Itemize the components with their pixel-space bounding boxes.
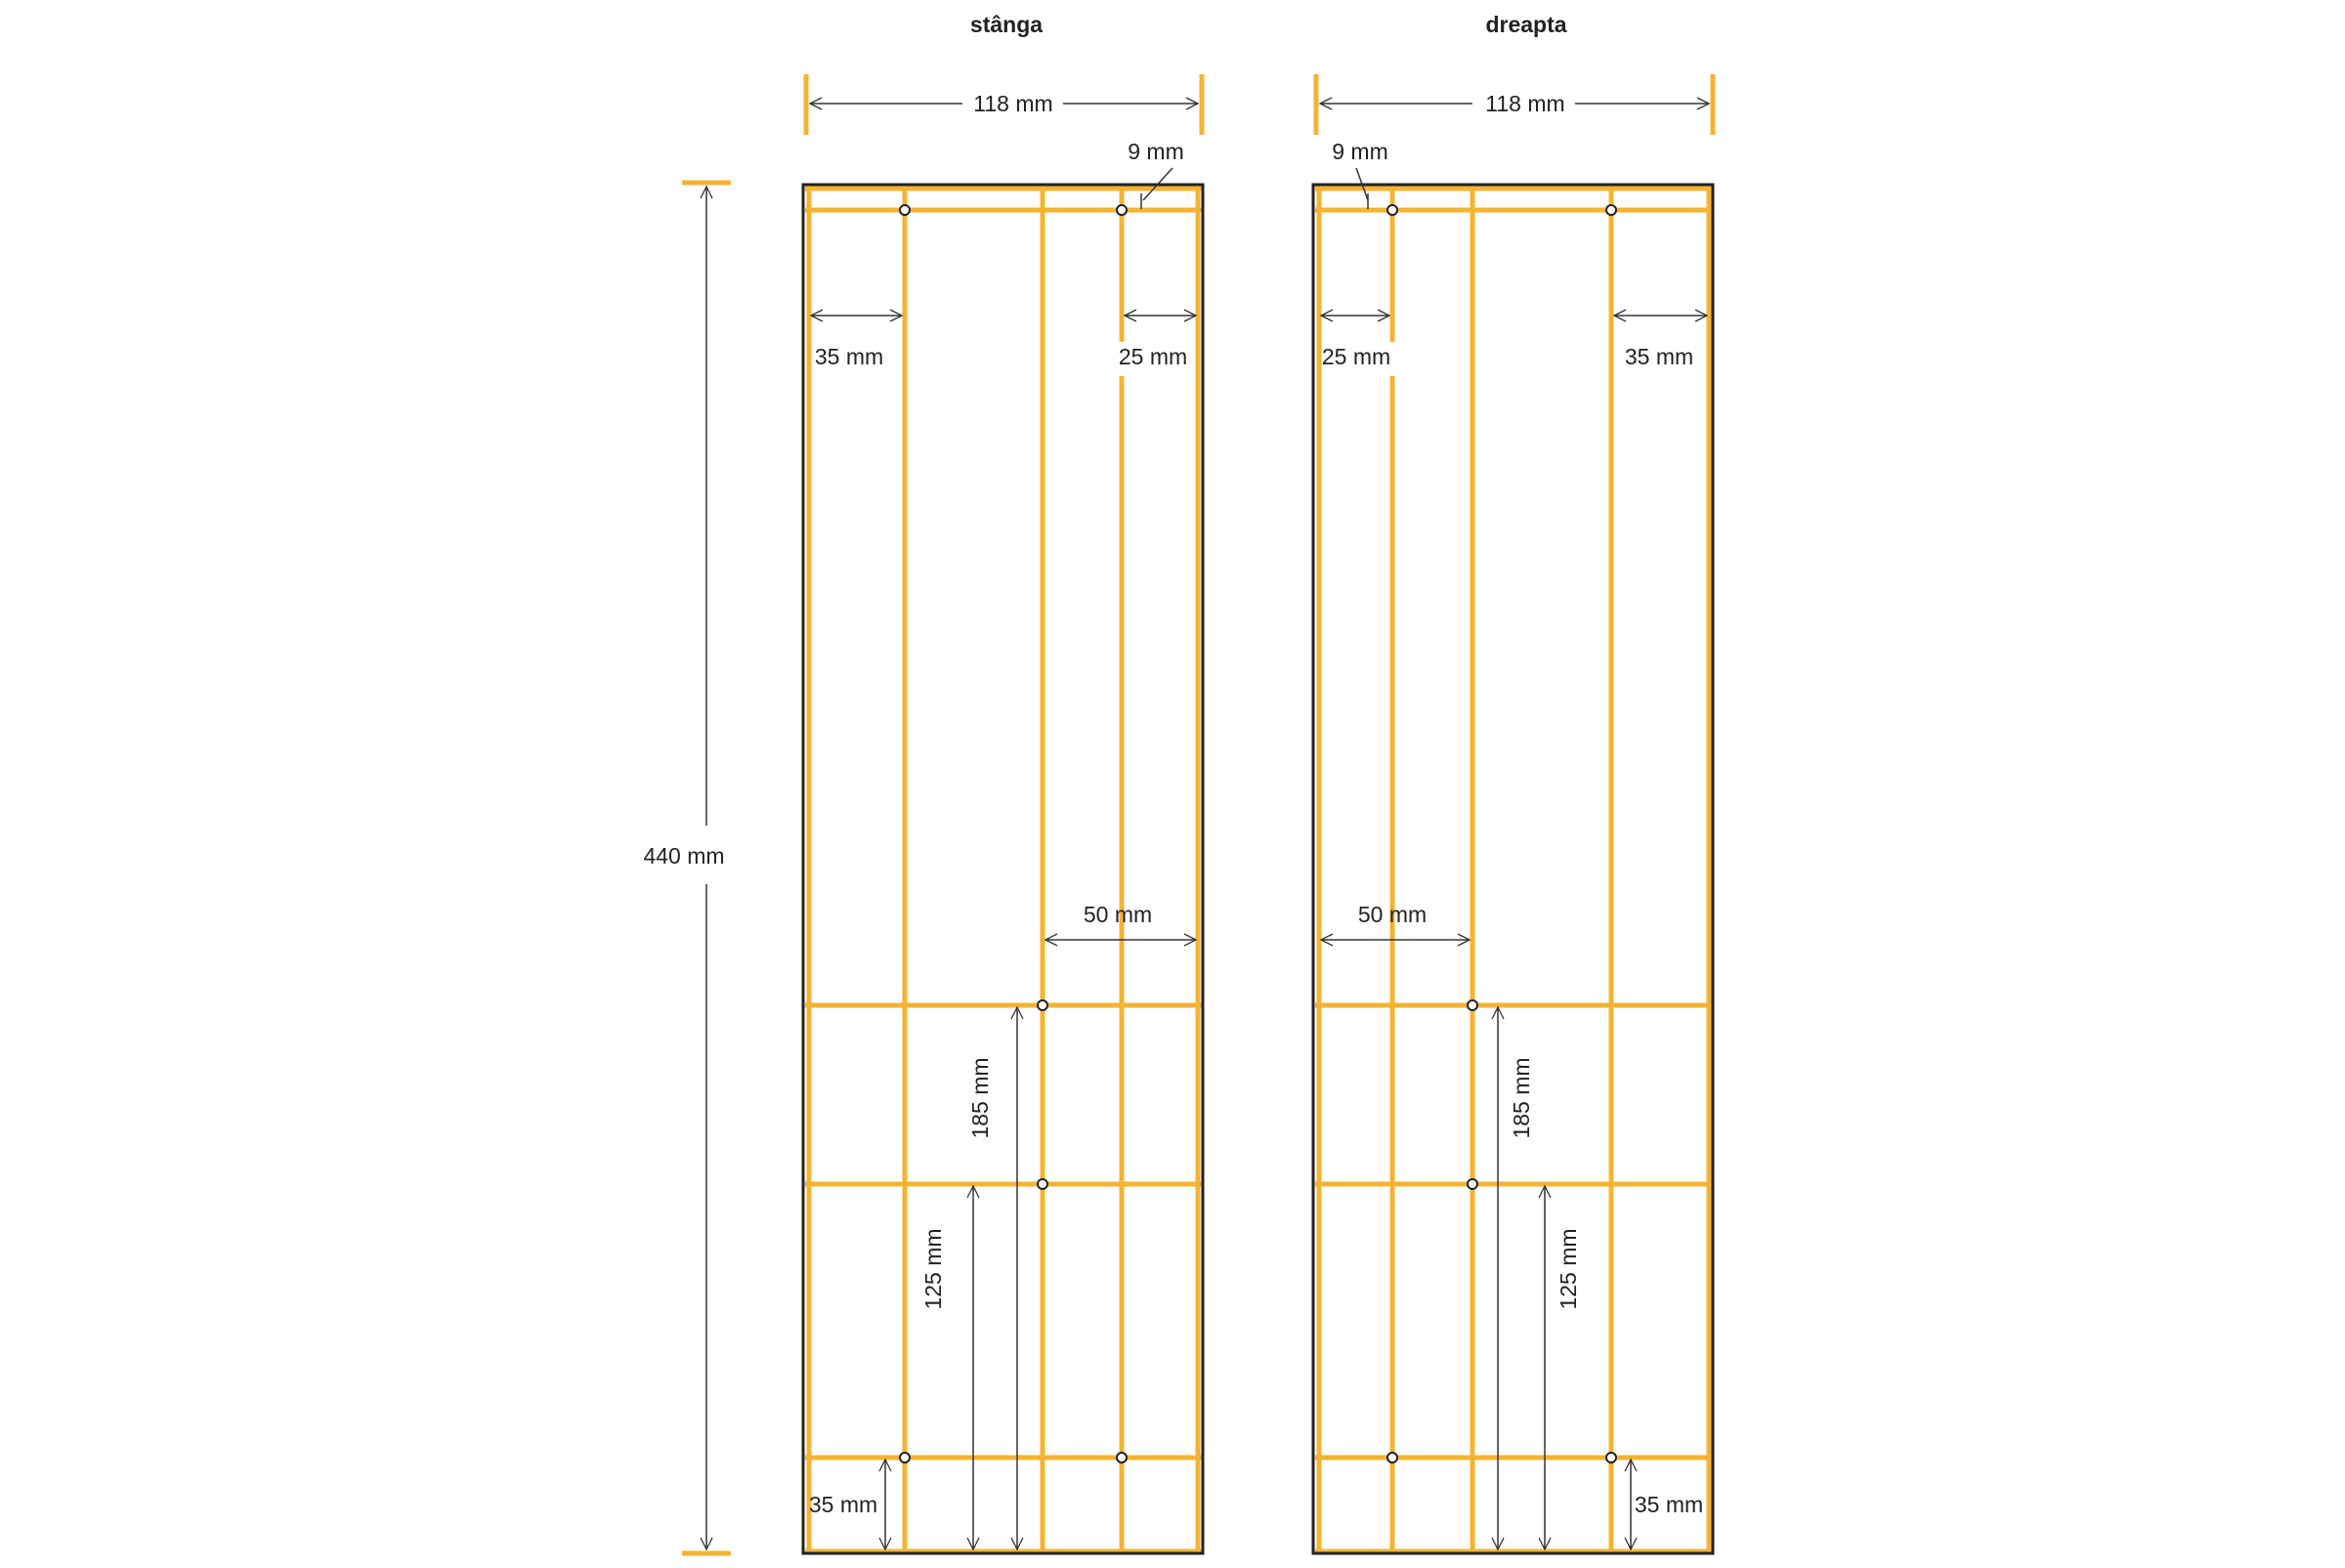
height-label: 440 mm [643, 843, 725, 869]
right-col-a-label: 25 mm [1321, 344, 1391, 369]
left-v185-label: 185 mm [967, 1057, 993, 1139]
left-v125-label: 125 mm [920, 1228, 946, 1310]
panel-left [803, 74, 1203, 1553]
left-point-top-a [900, 205, 910, 215]
right-point-top-a [1387, 205, 1397, 215]
left-mid-label: 50 mm [1083, 902, 1153, 927]
left-col-b-label: 25 mm [1118, 344, 1188, 369]
right-v125-label: 125 mm [1556, 1228, 1581, 1310]
right-v35-label: 35 mm [1634, 1492, 1704, 1517]
right-col-b-label: 35 mm [1624, 344, 1694, 369]
right-width-label: 118 mm [1485, 91, 1565, 116]
panel-title-right: dreapta [1485, 12, 1567, 37]
left-col-a-label: 35 mm [814, 344, 884, 369]
right-panel-outline [1313, 185, 1713, 1553]
right-point-mid-2 [1468, 1179, 1477, 1189]
right-edge-label: 9 mm [1332, 139, 1388, 164]
panel-right [1313, 74, 1713, 1553]
right-mid-label: 50 mm [1357, 902, 1428, 927]
left-point-bottom-b [1117, 1453, 1127, 1462]
right-point-mid-1 [1468, 1000, 1477, 1010]
height-dimension [643, 183, 731, 1553]
left-edge-label: 9 mm [1128, 139, 1184, 164]
right-point-bottom-a [1387, 1453, 1397, 1462]
left-v35-label: 35 mm [808, 1492, 878, 1517]
right-v185-label: 185 mm [1509, 1057, 1534, 1139]
left-panel-outline [803, 185, 1203, 1553]
right-point-bottom-b [1606, 1453, 1616, 1462]
left-point-top-b [1117, 205, 1127, 215]
right-point-top-b [1606, 205, 1616, 215]
panel-title-left: stânga [969, 12, 1044, 37]
left-point-bottom-a [900, 1453, 910, 1462]
left-point-mid-1 [1038, 1000, 1047, 1010]
left-width-label: 118 mm [973, 91, 1053, 116]
left-point-mid-2 [1038, 1179, 1047, 1189]
